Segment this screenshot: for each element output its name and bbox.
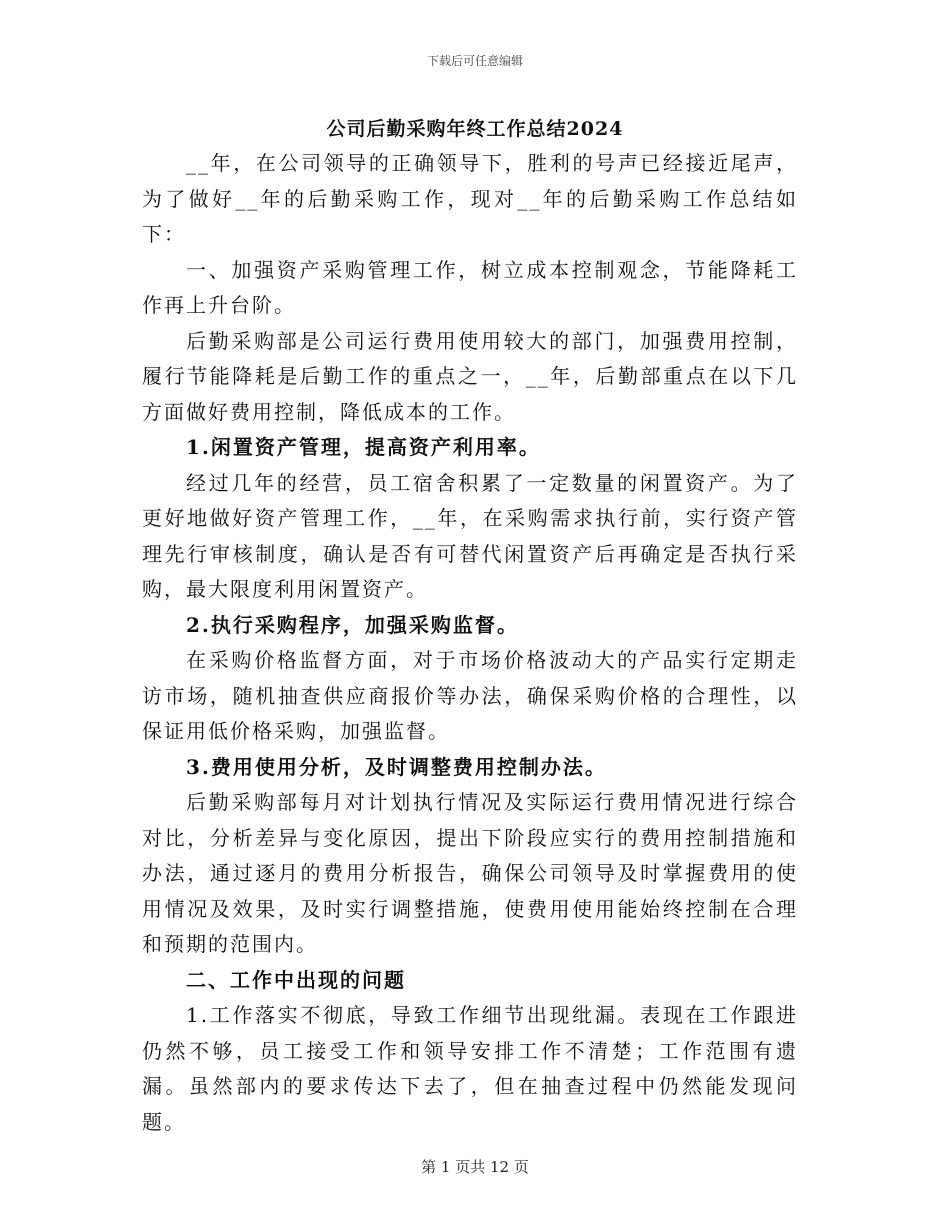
paragraph-section-1-heading: 一、加强资产采购管理工作，树立成本控制观念，节能降耗工作再上升台阶。 <box>142 257 798 317</box>
page-footer: 第 1 页共 12 页 <box>421 1158 529 1176</box>
paragraph-subheading-1: 1.闲置资产管理，提高资产利用率。 <box>186 435 541 459</box>
paragraph-intro: __年，在公司领导的正确领导下，胜利的号声已经接近尾声，为了做好__年的后勤采购工作，现对__年的后勤采购工作总结如下： <box>142 151 798 246</box>
document-body <box>142 146 798 1140</box>
document-title: 公司后勤采购年终工作总结2024 <box>326 118 624 140</box>
paragraph-section-2-body: 1.工作落实不彻底，导致工作细节出现纰漏。表现在工作跟进仍然不够，员工接受工作和领导安排工作不清楚；工作范围有遗漏。虽然部内的要求传达下去了，但在抽查过程中仍然能发现问题。 <box>142 1003 798 1134</box>
page-header: 下载后可任意编辑 <box>426 54 523 68</box>
paragraph-subheading-2: 2.执行采购程序，加强采购监督。 <box>186 612 519 637</box>
paragraph-section-2-heading: 二、工作中出现的问题 <box>186 967 406 992</box>
paragraph-subbody-1: 经过几年的经营，员工宿舍积累了一定数量的闲置资产。为了更好地做好资产管理工作，__年，在采购需求执行前，实行资产管理先行审核制度，确认是否有可替代闲置资产后再确定是否执行采购，最大限度利用闲置资产。 <box>142 470 798 601</box>
paragraph-subheading-3: 3.费用使用分析，及时调整费用控制办法。 <box>186 754 607 779</box>
paragraph-section-1-body: 后勤采购部是公司运行费用使用较大的部门，加强费用控制，履行节能降耗是后勤工作的重点之一，__年，后勤部重点在以下几方面做好费用控制，降低成本的工作。 <box>142 328 798 424</box>
paragraph-subbody-3: 后勤采购部每月对计划执行情况及实际运行费用情况进行综合对比，分析差异与变化原因，提出下阶段应实行的费用控制措施和办法，通过逐月的费用分析报告，确保公司领导及时掌握费用的使用情况及效果，及时实行调整措施，使费用使用能始终控制在合理和预期的范围内。 <box>142 790 798 956</box>
paragraph-subbody-2: 在采购价格监督方面，对于市场价格波动大的产品实行定期走访市场，随机抽查供应商报价等办法，确保采购价格的合理性，以保证用低价格采购，加强监督。 <box>142 648 798 743</box>
